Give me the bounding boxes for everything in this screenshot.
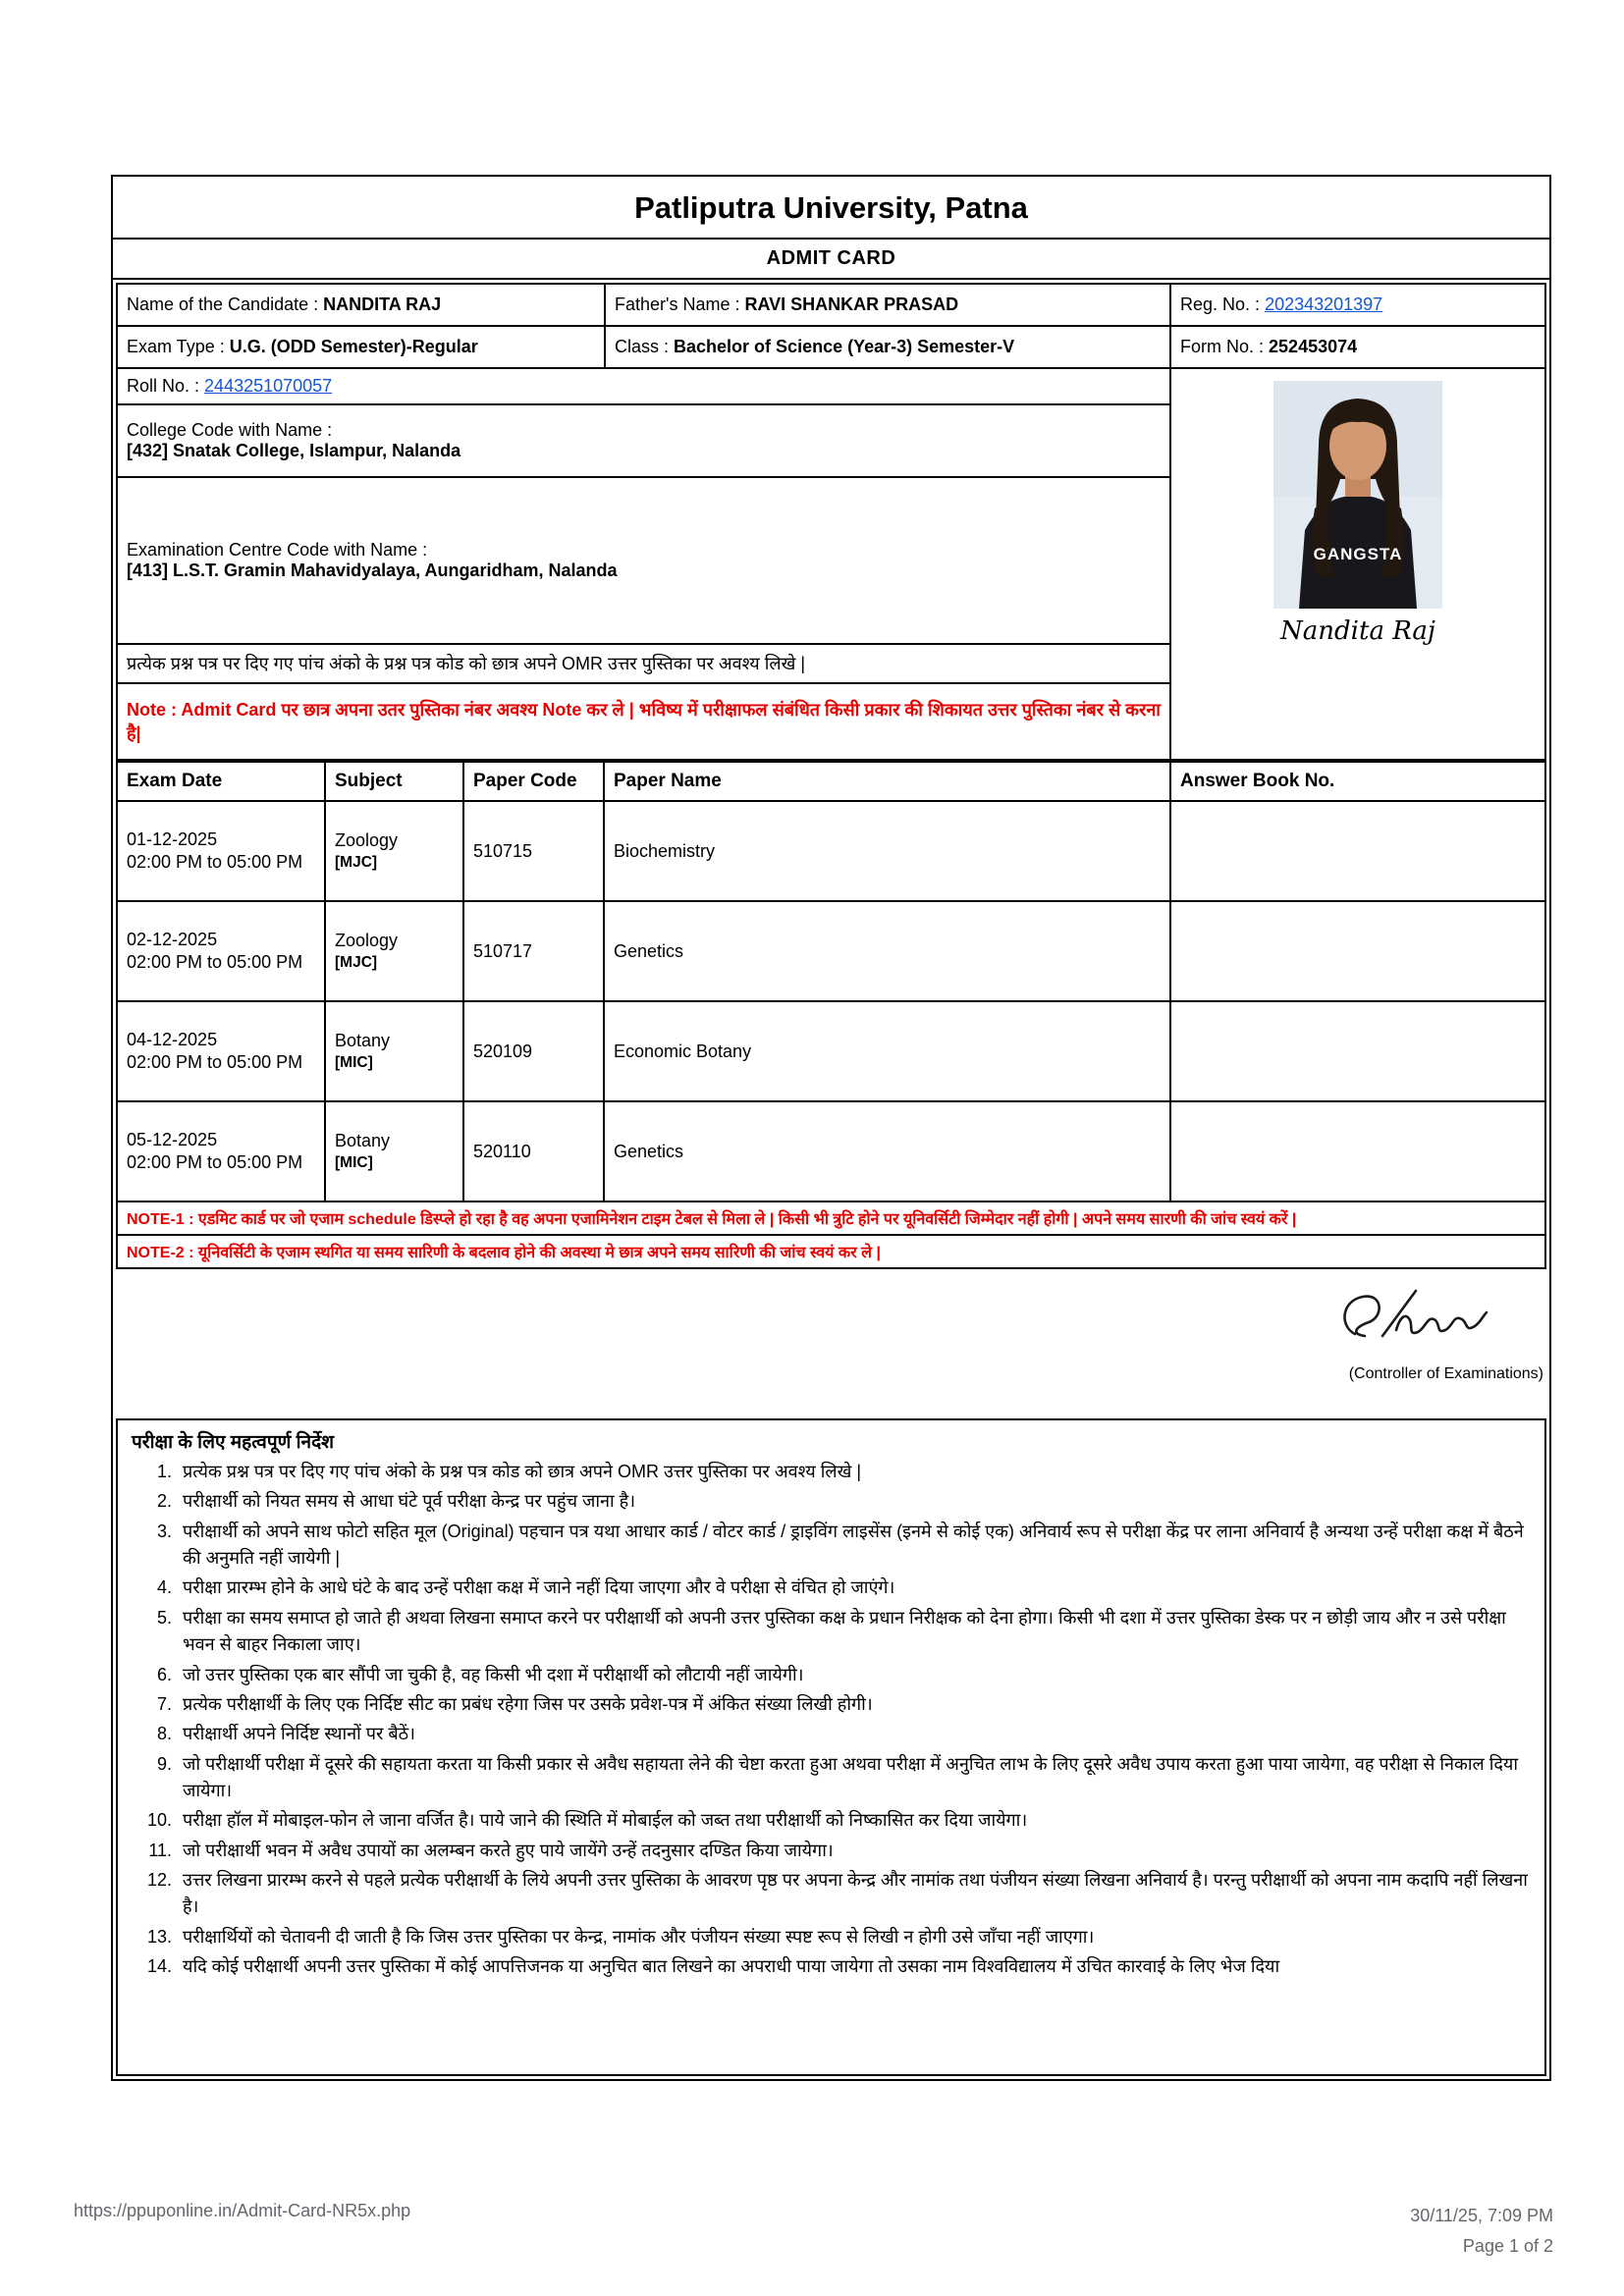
- form-no-value: 252453074: [1269, 337, 1358, 356]
- admit-card-document: [111, 175, 1551, 2081]
- exam-header-row: [117, 762, 1545, 801]
- form-no-label: Form No. :: [1180, 337, 1265, 356]
- reg-no-cell: [1170, 284, 1545, 326]
- subject-cell: [325, 901, 463, 1001]
- answer-book-cell: [1170, 801, 1545, 901]
- paper-code-cell: 520109: [463, 1001, 604, 1101]
- footer-datetime: 30/11/25, 7:09 PM: [1410, 2206, 1553, 2225]
- instruction-item: 13. परीक्षार्थियों को चेतावनी दी जाती है कि जिस उत्तर पुस्तिका पर केन्द्र, नामांक और पंजीयन संख्या स्पष्ट रूप से लिखी न होगी उसे जाँचा नहीं जाएगा।: [177, 1924, 1531, 1950]
- paper-code-cell: 510715: [463, 801, 604, 901]
- subject-cell: [325, 801, 463, 901]
- instruction-item: 3. परीक्षार्थी को अपने साथ फोटो सहित मूल (Original) पहचान पत्र यथा आधार कार्ड / वोटर कार्ड / ड्राइविंग लाइसेंस (इनमे से कोई एक) अनिवार्य रूप से परीक्षा केंद्र पर लाना अनिवार्य है अन्यथा उन्हें परीक्षा कक्ष में बैठने की अनुमति नहीं जायेगी |: [177, 1519, 1531, 1573]
- paper-name-cell: Economic Botany: [604, 1001, 1170, 1101]
- exam-date-cell: [117, 801, 325, 901]
- class-label: Class :: [615, 337, 670, 356]
- father-name-label: Father's Name :: [615, 294, 740, 314]
- father-name-cell: [605, 284, 1170, 326]
- reg-no-link[interactable]: 202343201397: [1265, 294, 1383, 314]
- subject-name: Botany: [335, 1031, 391, 1050]
- note2-text: NOTE-2 : यूनिवर्सिटी के एजाम स्थगित या समय सारिणी के बदलाव होने की अवस्था मे छात्र अपने समय सारिणी की जांच स्वयं कर ले |: [117, 1235, 1545, 1268]
- subject-name: Botany: [335, 1131, 391, 1150]
- red-note-cell: Note : Admit Card पर छात्र अपना उतर पुस्तिका नंबर अवश्य Note कर ले | भविष्य में परीक्षाफल संबंधित किसी प्रकार की शिकायत उत्तर पुस्तिका नंबर से करना है|: [117, 683, 1170, 760]
- admit-card-title: ADMIT CARD: [113, 240, 1549, 280]
- controller-signature-scribble: [1326, 1283, 1492, 1360]
- exam-type-label: Exam Type :: [127, 337, 225, 356]
- instruction-item: 11. जो परीक्षार्थी भवन में अवैध उपायों का अलम्बन करते हुए पाये जायेंगे उन्हें तदनुसार दण्डित किया जायेगा।: [177, 1838, 1531, 1864]
- exam-date-cell: [117, 1001, 325, 1101]
- class-value: Bachelor of Science (Year-3) Semester-V: [674, 337, 1015, 356]
- exam-schedule-table: [116, 761, 1546, 1269]
- omr-note-cell: प्रत्येक प्रश्न पत्र पर दिए गए पांच अंको के प्रश्न पत्र कोड को छात्र अपने OMR उत्तर पुस्तिका पर अवश्य लिखे |: [117, 644, 1170, 683]
- header-paper-code: Paper Code: [463, 762, 604, 801]
- row-name-father-reg: [117, 284, 1545, 326]
- instruction-item: 10. परीक्षा हॉल में मोबाइल-फोन ले जाना वर्जित है। पाये जाने की स्थिति में मोबाईल को जब्त तथा परीक्षार्थी को निष्कासित कर दिया जायेगा।: [177, 1807, 1531, 1834]
- instruction-item: 14. यदि कोई परीक्षार्थी अपनी उत्तर पुस्तिका में कोई आपत्तिजनक या अनुचित बात लिखने का अपराधी पाया जायेगा तो उसका नाम विश्वविद्यालय में उचित कारवाई के लिए भेज दिया: [177, 1953, 1531, 1980]
- header-subject: Subject: [325, 762, 463, 801]
- header-paper-name: Paper Name: [604, 762, 1170, 801]
- footer-url: https://ppuponline.in/Admit-Card-NR5x.php: [74, 2201, 411, 2220]
- centre-cell: [117, 477, 1170, 644]
- paper-name-cell: Genetics: [604, 901, 1170, 1001]
- centre-label: Examination Centre Code with Name :: [127, 540, 428, 560]
- instructions-section: [116, 1418, 1546, 2076]
- controller-of-examinations-label: (Controller of Examinations): [1348, 1365, 1543, 1382]
- exam-date: 04-12-2025: [127, 1030, 218, 1049]
- exam-type-cell: [117, 326, 605, 368]
- instruction-item: 8. परीक्षार्थी अपने निर्दिष्ट स्थानों पर बैठें।: [177, 1721, 1531, 1747]
- exam-row: [117, 901, 1545, 1001]
- photo-cell: [1170, 368, 1545, 760]
- paper-code-cell: 520110: [463, 1101, 604, 1201]
- instruction-item: 12. उत्तर लिखना प्रारम्भ करने से पहले प्रत्येक परीक्षार्थी के लिये अपनी उत्तर पुस्तिका के आवरण पृष्ठ पर अपना केन्द्र और नामांक तथा पंजीयन संख्या लिखना अनिवार्य है। परन्तु परीक्षार्थी को अपना नाम कदापि नहीं लिखना है।: [177, 1867, 1531, 1921]
- subject-tag: [MIC]: [335, 1154, 373, 1171]
- header-exam-date: Exam Date: [117, 762, 325, 801]
- answer-book-cell: [1170, 901, 1545, 1001]
- subject-tag: [MJC]: [335, 954, 378, 971]
- subject-tag: [MJC]: [335, 854, 378, 871]
- subject-tag: [MIC]: [335, 1054, 373, 1071]
- instruction-item: 9. जो परीक्षार्थी परीक्षा में दूसरे की सहायता करता या किसी प्रकार से अवैध सहायता लेने की चेष्टा करता हुआ अथवा परीक्षा में अनुचित लाभ के लिए दूसरे अवैध उपाय करता हुआ पाया जायेगा, वह परीक्षा से निकाल दिया जायेगा।: [177, 1751, 1531, 1805]
- exam-date: 02-12-2025: [127, 930, 218, 949]
- exam-type-value: U.G. (ODD Semester)-Regular: [229, 337, 478, 356]
- instructions-list: [132, 1459, 1531, 1980]
- roll-no-label: Roll No. :: [127, 376, 200, 396]
- exam-time: 02:00 PM to 05:00 PM: [127, 1152, 303, 1172]
- row-examtype-class-form: [117, 326, 1545, 368]
- subject-cell: [325, 1001, 463, 1101]
- exam-date-cell: [117, 901, 325, 1001]
- footer-page-number: Page 1 of 2: [1462, 2235, 1553, 2256]
- college-value: [432] Snatak College, Islampur, Nalanda: [127, 441, 461, 460]
- roll-no-cell: [117, 368, 1170, 404]
- exam-time: 02:00 PM to 05:00 PM: [127, 852, 303, 872]
- subject-cell: [325, 1101, 463, 1201]
- candidate-signature: Nandita Raj: [1280, 616, 1435, 646]
- exam-time: 02:00 PM to 05:00 PM: [127, 952, 303, 972]
- note1-row: [117, 1201, 1545, 1235]
- exam-date: 05-12-2025: [127, 1130, 218, 1149]
- card-body: [113, 280, 1549, 1269]
- candidate-info-table: [116, 283, 1546, 761]
- exam-row: [117, 1101, 1545, 1201]
- photo-shirt-text: GANGSTA: [1313, 545, 1403, 563]
- answer-book-cell: [1170, 1001, 1545, 1101]
- row-roll-no: [117, 368, 1545, 404]
- instruction-item: 6. जो उत्तर पुस्तिका एक बार सौंपी जा चुकी है, वह किसी भी दशा में परीक्षार्थी को लौटायी नहीं जायेगी।: [177, 1662, 1531, 1688]
- instruction-item: 4. परीक्षा प्रारम्भ होने के आधे घंटे के बाद उन्हें परीक्षा कक्ष में जाने नहीं दिया जाएगा और वे परीक्षा से वंचित हो जाएंगे।: [177, 1575, 1531, 1601]
- candidate-name-cell: [117, 284, 605, 326]
- exam-date-cell: [117, 1101, 325, 1201]
- paper-name-cell: Genetics: [604, 1101, 1170, 1201]
- subject-name: Zoology: [335, 830, 399, 850]
- header-answer-book: Answer Book No.: [1170, 762, 1545, 801]
- instruction-item: 5. परीक्षा का समय समाप्त हो जाते ही अथवा लिखना समाप्त करने पर परीक्षार्थी को अपनी उत्तर पुस्तिका कक्ष के प्रधान निरीक्षक को देना होगा। किसी भी दशा में उत्तर पुस्तिका डेस्क पर न छोड़ी जाय और न उसे परीक्षा भवन से बाहर निकाला जाए।: [177, 1605, 1531, 1659]
- college-cell: [117, 404, 1170, 477]
- answer-book-cell: [1170, 1101, 1545, 1201]
- reg-no-label: Reg. No. :: [1180, 294, 1261, 314]
- college-label: College Code with Name :: [127, 420, 333, 440]
- exam-date: 01-12-2025: [127, 829, 218, 849]
- instruction-item: 1. प्रत्येक प्रश्न पत्र पर दिए गए पांच अंको के प्रश्न पत्र कोड को छात्र अपने OMR उत्तर पुस्तिका पर अवश्य लिखे |: [177, 1459, 1531, 1485]
- candidate-name-label: Name of the Candidate :: [127, 294, 319, 314]
- instruction-item: 7. प्रत्येक परीक्षार्थी के लिए एक निर्दिष्ट सीट का प्रबंध रहेगा जिस पर उसके प्रवेश-पत्र में अंकित संख्या लिखी होगी।: [177, 1691, 1531, 1718]
- instructions-title: परीक्षा के लिए महत्वपूर्ण निर्देश: [132, 1432, 335, 1453]
- paper-name-cell: Biochemistry: [604, 801, 1170, 901]
- note1-text: NOTE-1 : एडमिट कार्ड पर जो एजाम schedule डिस्प्ले हो रहा है वह अपना एजामिनेशन टाइम टेबल से मिला ले | किसी भी त्रुटि होने पर यूनिवर्सिटी जिम्मेदार नहीं होगी | अपने समय सारणी की जांच स्वयं करें |: [117, 1201, 1545, 1235]
- roll-no-link[interactable]: 2443251070057: [204, 376, 333, 396]
- candidate-name-value: NANDITA RAJ: [323, 294, 442, 314]
- university-title: Patliputra University, Patna: [113, 177, 1549, 240]
- father-name-value: RAVI SHANKAR PRASAD: [744, 294, 959, 314]
- exam-row: [117, 1001, 1545, 1101]
- paper-code-cell: 510717: [463, 901, 604, 1001]
- class-cell: [605, 326, 1170, 368]
- form-no-cell: [1170, 326, 1545, 368]
- centre-value: [413] L.S.T. Gramin Mahavidyalaya, Aungaridham, Nalanda: [127, 561, 618, 580]
- instruction-item: 2. परीक्षार्थी को नियत समय से आधा घंटे पूर्व परीक्षा केन्द्र पर पहुंच जाना है।: [177, 1488, 1531, 1515]
- subject-name: Zoology: [335, 931, 399, 950]
- exam-row: [117, 801, 1545, 901]
- note2-row: [117, 1235, 1545, 1268]
- controller-signature-area: [113, 1269, 1549, 1418]
- candidate-photo: [1273, 381, 1442, 609]
- exam-time: 02:00 PM to 05:00 PM: [127, 1052, 303, 1072]
- footer-meta: [1410, 2201, 1553, 2261]
